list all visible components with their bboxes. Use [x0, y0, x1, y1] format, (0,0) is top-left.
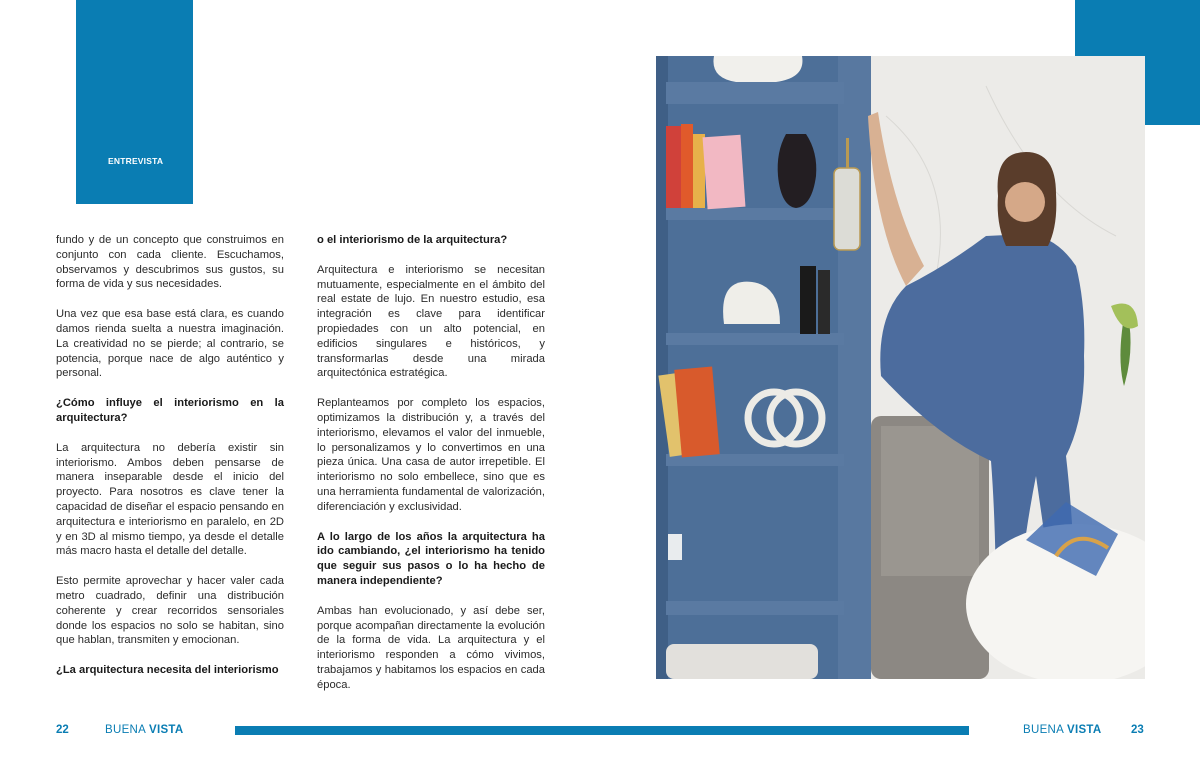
paragraph: Una vez que esa base está clara, es cuando damos rienda suelta a nuestra imaginación. La creatividad no se pierde; al contrario, se potencia, porque nace de algo auténtico y personal. — [56, 308, 284, 380]
brand-name-right — [1023, 724, 1102, 736]
interview-question: A lo largo de los años la arquitectura ha ido cambiando, ¿el interiorismo ha tenido que seguir sus pasos o lo ha hecho de manera independiente? — [317, 530, 545, 587]
text-column-left — [56, 233, 284, 693]
interview-photo — [656, 56, 1145, 679]
section-label: ENTREVISTA — [108, 156, 164, 166]
text-column-right — [317, 233, 545, 708]
page-number-right: 23 — [1131, 724, 1144, 736]
brand-name-left — [105, 724, 184, 736]
interview-question: o el interiorismo de la arquitectura? — [317, 234, 508, 246]
paragraph: La arquitectura no debería existir sin interiorismo. Ambos deben pensarse de manera inseparable desde el inicio del proyecto. Para nosotros es clave tener la capacidad de diseñar el espacio pensando en arquitectura e interiorismo en paralelo, en 2D y en 3D al mismo tiempo, ya desde el detalle más macro hasta el detalle del detalle. — [56, 441, 284, 558]
brand-word-bold: VISTA — [1067, 724, 1102, 736]
interview-question: ¿La arquitectura necesita del interiorismo — [56, 664, 279, 677]
brand-word-bold: VISTA — [149, 724, 184, 736]
section-tab-left — [76, 0, 193, 204]
interview-question: ¿Cómo influye el interiorismo en la arquitectura? — [56, 397, 284, 424]
paragraph: Esto permite aprovechar y hacer valer cada metro cuadrado, definir una distribución coherente y crear recorridos sensoriales donde los espacios no solo se habitan, sino que hablan, transmiten y emocionan. — [56, 575, 284, 647]
footer-bar — [235, 726, 969, 735]
paragraph: fundo y de un concepto que construimos en conjunto con cada cliente. Escuchamos, observamos y descubrimos sus gustos, su forma de vida y sus necesidades. — [56, 234, 284, 291]
brand-word: BUENA — [105, 724, 146, 736]
paragraph: Replanteamos por completo los espacios, optimizamos la distribución y, a través del interiorismo, elevamos el valor del inmueble, lo personalizamos y lo convertimos en una pieza única. Una casa de autor irrepetible. El interiorismo no solo embellece, sino que es una herramienta fundamental de valorización, diferenciación y exclusividad. — [317, 397, 545, 513]
paragraph: Arquitectura e interiorismo se necesitan mutuamente, especialmente en el ámbito del real estate de lujo. En nuestro estudio, esa integración es clave para identificar propiedades con un alto potencial, en edificios singulares e históricos, y transformarlas desde una mirada arquitectónica estratégica. — [317, 263, 545, 380]
photo-illustration — [656, 56, 1145, 679]
paragraph: Ambas han evolucionado, y así debe ser, porque acompañan directamente la evolución de la forma de vida. La arquitectura y el interiorismo responden a cómo vivimos, trabajamos y habitamos los espacios en cada época. — [317, 604, 545, 691]
page-number-left: 22 — [56, 724, 69, 736]
brand-word: BUENA — [1023, 724, 1064, 736]
